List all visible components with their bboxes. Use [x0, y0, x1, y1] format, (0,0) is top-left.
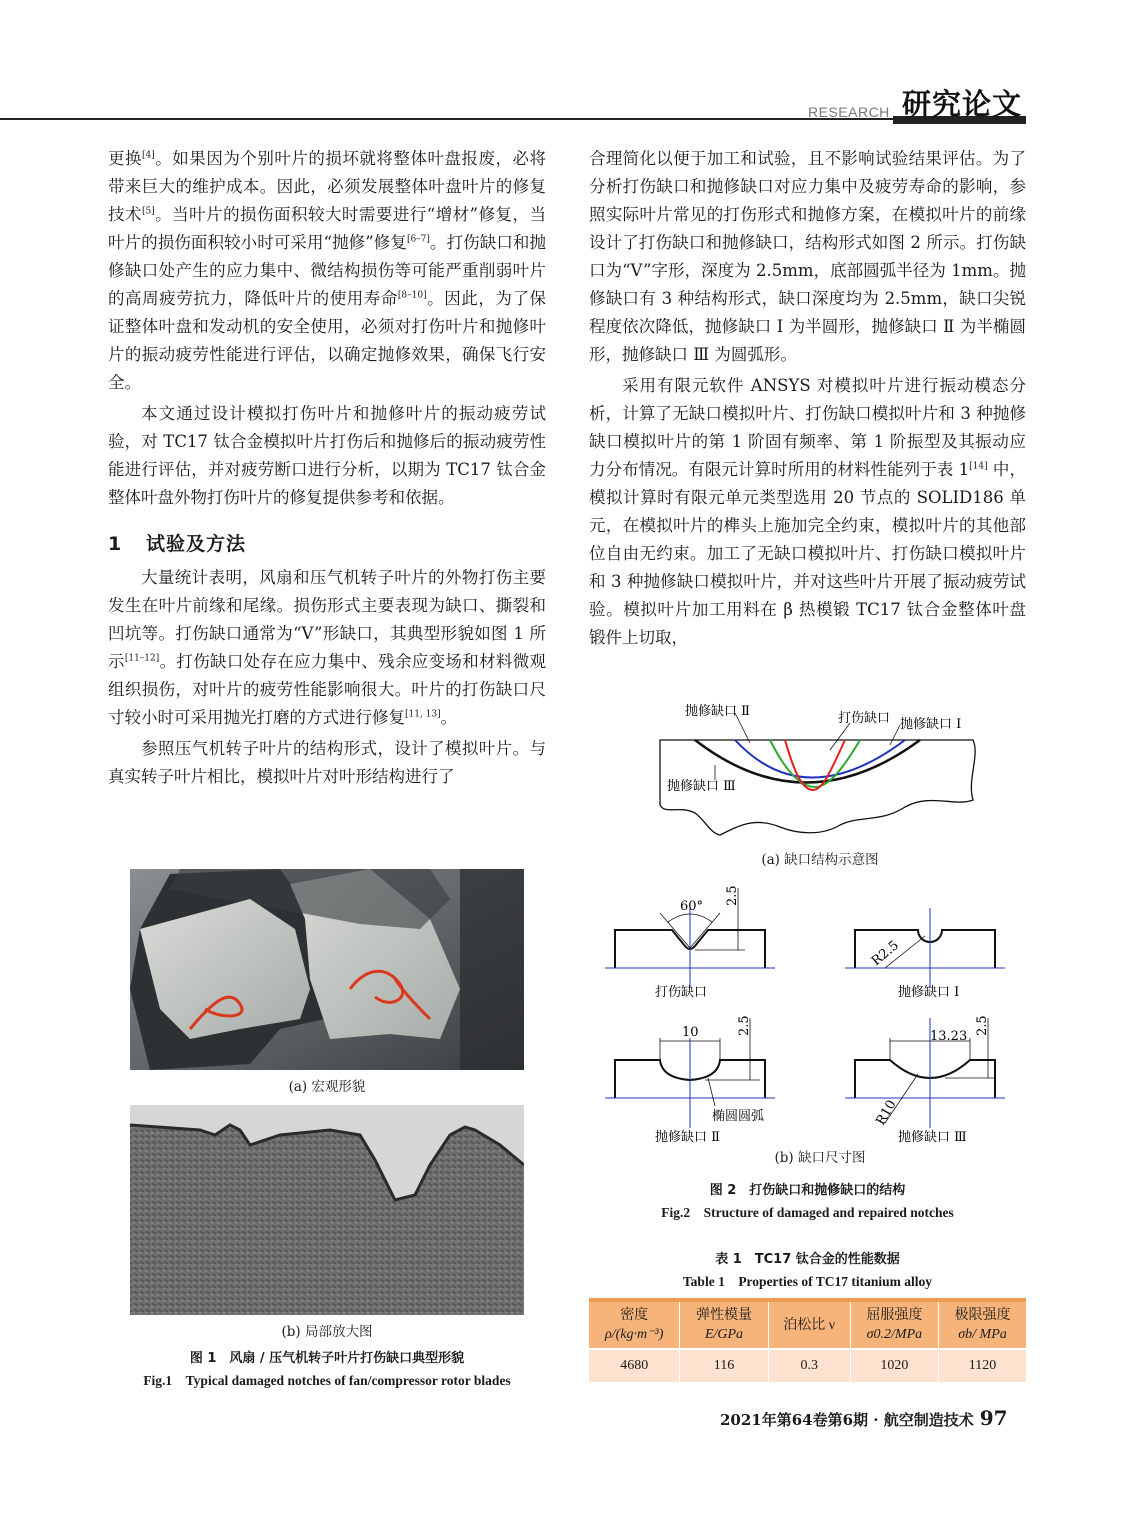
page-number: 97: [979, 1406, 1008, 1430]
svg-text:2.5: 2.5: [737, 1015, 752, 1036]
table-header-cell: 泊松比 ν: [768, 1300, 850, 1349]
svg-text:抛修缺口 Ⅱ: 抛修缺口 Ⅱ: [655, 1130, 720, 1145]
table-header-row: [589, 1300, 1026, 1349]
table-cell: 116: [680, 1349, 768, 1382]
table-row: [589, 1349, 1026, 1382]
right-paragraph-2: 采用有限元软件 ANSYS 对模拟叶片进行振动模态分析，计算了无缺口模拟叶片、打伤缺口模拟叶片和 3 种抛修缺口模拟叶片的第 1 阶固有频率、第 1 阶振型及其振动应力分布情况。有限元计算时所用的材料性能列于表 1[14] 中，模拟计算时有限元单元类型选用 20 节点的 SOLID186 单元，在模拟叶片的榫头上施加完全约束，模拟叶片的其他部位自由无约束。加工了无缺口模拟叶片、打伤缺口模拟叶片和 3 种抛修缺口模拟叶片，并对这些叶片开展了振动疲劳试验。模拟叶片加工用料在 β 热模锻 TC17 钛合金整体叶盘锻件上切取，: [589, 376, 1026, 647]
table-header-cell: 弹性模量 E/GPa: [680, 1300, 768, 1349]
left-paragraph-4: 参照压气机转子叶片的结构形式，设计了模拟叶片。与真实转子叶片相比，模拟叶片对叶形结构进行了: [108, 739, 546, 786]
properties-table: [589, 1298, 1026, 1382]
svg-text:10: 10: [682, 1025, 699, 1040]
fig1a-caption: (a) 宏观形貌: [288, 1079, 366, 1095]
section-heading: 1 试验及方法: [108, 533, 247, 555]
repair2-notch-drawing: [605, 1015, 775, 1145]
label-repair2: 抛修缺口 Ⅱ: [685, 704, 750, 719]
research-label: RESEARCH: [808, 104, 890, 120]
svg-text:抛修缺口 Ⅰ: 抛修缺口 Ⅰ: [898, 985, 960, 1000]
fig2b-dimensions: [600, 878, 1010, 1168]
table-cell: 1020: [850, 1349, 938, 1382]
left-paragraph-1: 更换[4]。如果因为个别叶片的损坏就将整体叶盘报废，必将带来巨大的维护成本。因此，必须发展整体叶盘叶片的修复技术[5]。当叶片的损伤面积较大时需要进行“增材”修复，当叶片的损伤面积较小时可采用“抛修”修复[6–7]。打伤缺口和抛修缺口处产生的应力集中、微结构损伤等可能严重削弱叶片的高周疲劳抗力，降低叶片的使用寿命[8–10]。因此，为了保证整体叶盘和发动机的安全使用，必须对打伤叶片和抛修叶片的振动疲劳性能进行评估，以确定抛修效果，确保飞行安全。: [108, 149, 547, 392]
svg-text:60°: 60°: [680, 899, 704, 914]
left-column: [108, 145, 546, 794]
fig1-title: 图 1 风扇 / 压气机转子叶片打伤缺口典型形貌 Fig.1 Typical damaged notches of fan/compressor rotor blades: [143, 1351, 511, 1388]
right-paragraph-1: 合理简化以便于加工和试验，且不影响试验结果评估。为了分析打伤缺口和抛修缺口对应力集中及疲劳寿命的影响，参照实际叶片常见的打伤形式和抛修方案，在模拟叶片的前缘设计了打伤缺口和抛修缺口，结构形式如图 2 所示。打伤缺口为“V”字形，深度为 2.5mm，底部圆弧半径为 1mm。抛修缺口有 3 种结构形式，缺口深度均为 2.5mm，缺口尖锐程度依次降低，抛修缺口 Ⅰ 为半圆形，抛修缺口 Ⅱ 为半椭圆形，抛修缺口 Ⅲ 为圆弧形。: [589, 149, 1026, 364]
repair1-notch-drawing: [845, 908, 1005, 1000]
label-repair3: 抛修缺口 Ⅲ: [667, 779, 736, 794]
label-repair1: 抛修缺口 Ⅰ: [900, 717, 962, 732]
table-header-cell: 屈服强度 σ0.2/MPa: [850, 1300, 938, 1349]
svg-text:2.5: 2.5: [725, 885, 740, 906]
fig2-title: 图 2 打伤缺口和抛修缺口的结构 Fig.2 Structure of damaged and repaired notches: [661, 1183, 954, 1220]
page-footer: [720, 1406, 1008, 1430]
fig2b-caption: (b) 缺口尺寸图: [774, 1150, 866, 1166]
svg-text:13.23: 13.23: [930, 1029, 968, 1044]
fig1-photo-closeup: [130, 1105, 524, 1315]
fig2a-caption: (a) 缺口结构示意图: [761, 852, 879, 868]
right-column: [589, 145, 1026, 655]
damage-notch-drawing: [605, 885, 775, 1000]
section-title: 研究论文: [902, 87, 1023, 121]
table1-title: 表 1 TC17 钛合金的性能数据 Table 1 Properties of TC17 titanium alloy: [682, 1252, 933, 1289]
fig1-photo-macro: [130, 869, 524, 1070]
svg-text:R10: R10: [873, 1097, 900, 1128]
journal-info: 2021年第64卷第6期 · 航空制造技术: [720, 1411, 974, 1429]
svg-text:椭圆圆弧: 椭圆圆弧: [712, 1109, 765, 1124]
table-cell: 0.3: [768, 1349, 850, 1382]
table-cell: 1120: [938, 1349, 1026, 1382]
svg-text:R2.5: R2.5: [868, 937, 902, 970]
table-cell: 4680: [589, 1349, 680, 1382]
fig2a-schematic: [655, 695, 985, 845]
left-paragraph-3: 大量统计表明，风扇和压气机转子叶片的外物打伤主要发生在叶片前缘和尾缘。损伤形式主要表现为缺口、撕裂和凹坑等。打伤缺口通常为“V”形缺口，其典型形貌如图 1 所示[11–12]。打伤缺口处存在应力集中、残余应变场和材料微观组织损伤，对叶片的疲劳性能影响很大。叶片的打伤缺口尺寸较小时可采用抛光打磨的方式进行修复[11, 13]。: [108, 568, 547, 727]
fig1b-caption: (b) 局部放大图: [281, 1324, 373, 1340]
repair3-notch-drawing: [845, 1015, 1005, 1145]
svg-text:抛修缺口 Ⅲ: 抛修缺口 Ⅲ: [898, 1130, 967, 1145]
svg-text:打伤缺口: 打伤缺口: [655, 985, 708, 1000]
label-damage: 打伤缺口: [838, 711, 891, 726]
table-header-cell: 极限强度 σb/ MPa: [938, 1300, 1026, 1349]
svg-text:2.5: 2.5: [975, 1015, 990, 1036]
left-paragraph-2: 本文通过设计模拟打伤叶片和抛修叶片的振动疲劳试验，对 TC17 钛合金模拟叶片打伤后和抛修后的振动疲劳性能进行评估，并对疲劳断口进行分析，以期为 TC17 钛合金整体叶盘外物打伤叶片的修复提供参考和依据。: [108, 404, 546, 507]
table-header-cell: 密度 ρ/(kg·m⁻³): [589, 1300, 680, 1349]
